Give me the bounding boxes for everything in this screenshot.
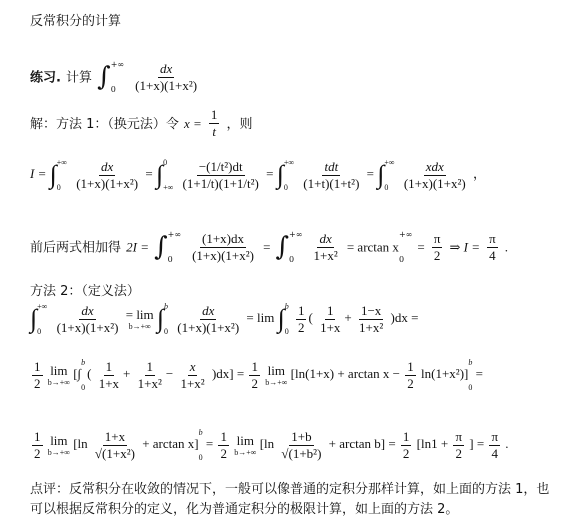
exercise-num: dx bbox=[159, 60, 173, 76]
method2-heading: 方法 2：（定义法） bbox=[30, 284, 140, 299]
sum-equation: 前后两式相加得 2I = ∫ +∞ 0 $\frac{(1+x)dx}{\text{(1+x)(1+x²)}}$ = ∫ +∞ 0 $\frac{dx}{\text{1+x²}}$ = arctan x +∞ 0 = $\frac{\pi}{2}$ ⇒ I = $\frac{\pi}{4}$ . bbox=[30, 230, 509, 264]
exercise-den: (1+x)(1+x²) bbox=[135, 77, 198, 93]
method1-intro: 解：方法 1：（换元法）令 x = $\frac{1}{t}$ ，则 bbox=[30, 107, 253, 139]
page-title: 反常积分的计算 bbox=[30, 14, 122, 29]
exercise-compute: 计算 bbox=[66, 70, 93, 86]
comment-line2: 可以根据反常积分的定义，化为普通定积分的极限计算，如上面的方法 2。 bbox=[30, 502, 459, 517]
exercise-line: 练习. 计算 ∫ +∞ 0 $\frac{dx}{\text{(1+x)(1+x²)}}$ bbox=[30, 60, 198, 94]
method2-line2: $\frac{1}{2}$ lim b→+∞ [∫ b 0 ( $\frac{1}{1+x}$ + $\frac{1}{\text{1+x²}}$ − $\frac{x}{\text{1+x²}}$ )dx] = $\frac{1}{2}$ lim b→+∞ [ln(1+x) + arctan x − $\frac{1}{2}$ ln(1+x²)] b 0 = bbox=[34, 358, 483, 392]
method2-line3: $\frac{1}{2}$ lim b→+∞ [ln $\frac{1+x}{\text{√(1+x²)}}$ + arctan x] b 0 = $\frac{1}{2}$ lim b→+∞ [ln $\frac{1+b}{\text{√(1+b²)}}$ + arctan b] = $\frac{1}{2}$ [ln1 + $\frac{\pi}{2}$ ] = $\frac{\pi}{4}$ . bbox=[34, 428, 509, 462]
exercise-label: 练习. bbox=[30, 70, 61, 86]
comment-line1: 点评：反常积分在收敛的情况下，一般可以像普通的定积分那样计算，如上面的方法 1，也 bbox=[30, 482, 550, 497]
method2-line1: ∫ +∞ 0 $\frac{dx}{\text{(1+x)(1+x²)}}$ = lim b→+∞ ∫ b 0 $\frac{dx}{\text{(1+x)(1+x²)}}$ = lim ∫ b 0 $\frac{1}{2}$ ( $\frac{1}{1+x}$ + $\frac{1-x}{\text{1+x²}}$ )dx = bbox=[30, 302, 419, 336]
substitution-equation: I = ∫ +∞ 0 $\frac{dx}{\text{(1+x)(1+x²)}}$ = ∫ 0 +∞ $\frac{\text{−(1/t²)dt}}{\text{(1+1/t)(1+1/t²)}}$ = ∫ +∞ 0 $\frac{\text{tdt}}{\text{(1+t)(1+t²)}}$ = ∫ +∞ 0 $\frac{\text{xdx}}{\text{(1+x)(1+x²)}}$ ， bbox=[30, 158, 486, 192]
